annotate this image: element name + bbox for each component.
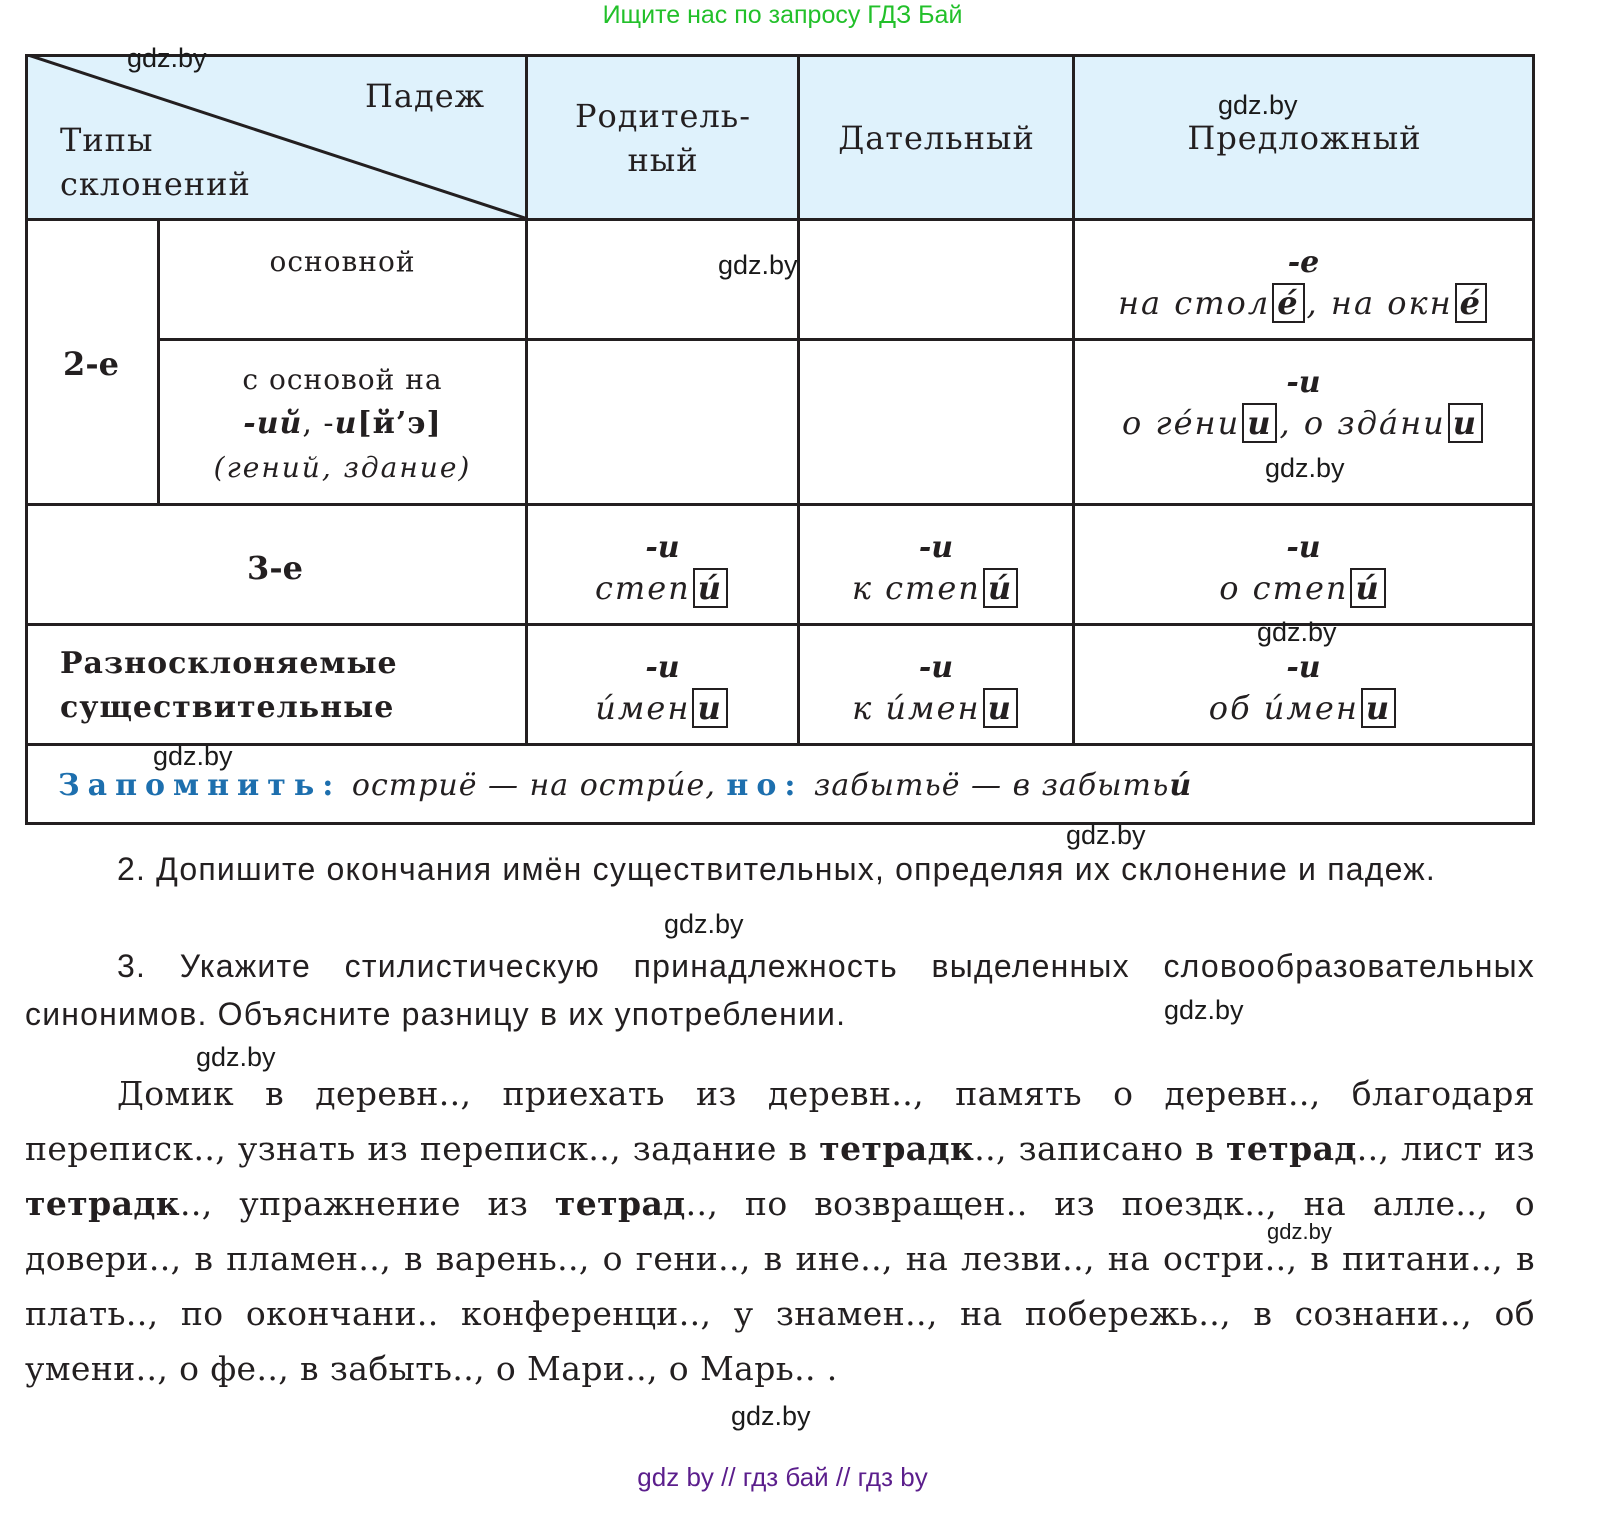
transcription: [й’э] [357,406,442,441]
task-2: 2. Допишите окончания имён существительных, определяя их склонение и падеж. [117,851,1436,887]
watermark: gdz.by [1066,820,1146,850]
example-word: степ [594,569,691,607]
highlighted-word: тетрад [1226,1129,1357,1168]
cell-third-prepositional [1075,529,1532,609]
cell-heteroclitic-genitive [528,649,797,729]
exercise-segment: .., записано в [974,1129,1226,1168]
header-prepositional: Предложный [1187,119,1422,157]
ending: -е [1287,245,1320,280]
exercise-segment: Домик в деревн.., приехать из деревн.., память о деревн.., благодаря переписк.., узнать из переписк.., задание в [25,1074,1535,1168]
highlighted-ending-box: и [692,688,727,728]
watermark: gdz.by [731,1401,811,1431]
highlighted-ending-box: е́ [1272,283,1304,323]
exercise-segment: .., упражнение из [179,1184,555,1223]
watermark: gdz.by [1218,90,1298,120]
cell-third-genitive [528,529,797,609]
but-label: но: [726,768,804,803]
remember-example-2: забытьё — в забыть [803,768,1170,803]
subrow-label-line2 [160,402,525,446]
row-label-line2: существительные [60,690,395,725]
example-word: об и́мен [1208,689,1359,727]
header-dative: Дательный [838,119,1035,157]
example-word: и́мен [595,689,691,727]
highlighted-ending-box: и [1361,688,1396,728]
cell-heteroclitic-prepositional [1075,649,1532,729]
example [800,567,1072,609]
watermark: gdz.by [196,1042,276,1072]
ending: -и [918,650,954,685]
declension-table [25,54,1535,825]
watermark: gdz.by [1164,995,1244,1025]
example [1075,567,1532,609]
subrow-label-iy-stem [160,358,525,490]
example [800,687,1072,729]
remember-example-2-ending: и́ [1169,768,1193,803]
header-types-label-2: склонений [60,165,251,203]
row-label-line1: Разносклоняемые [60,646,398,681]
highlighted-word: тетрадк [819,1129,975,1168]
remember-note [58,766,1192,806]
highlighted-ending-box: и́ [693,568,728,608]
row-label-third-declension: 3-е [247,549,303,587]
task-3: 3. Укажите стилистическую принадлежность выделенных словообразовательных синонимов. Объясните разницу в их употреблении. [25,948,1535,1032]
watermark: gdz.by [1267,1219,1332,1244]
subrow-label-line1: с основой на [242,363,443,396]
example-word: о степ [1219,569,1349,607]
subrow-label-basic: основной [269,245,416,278]
remember-example-1: остриё — на остри́е, [341,768,727,803]
search-banner: Ищите нас по запросу ГДЗ Бай [602,1,963,29]
exercise-segment: .., лист из [1356,1129,1536,1168]
remember-label: Запомнить: [58,768,342,803]
example [1075,402,1532,444]
example [1075,687,1532,729]
highlighted-ending-box: и [1242,403,1277,443]
cell-second-basic-prepositional [1075,244,1532,324]
ending: -и [1286,365,1321,400]
highlighted-ending-box: е́ [1455,283,1487,323]
cell-third-dative [800,529,1072,609]
header-genitive-line1: Родитель- [574,97,752,135]
header-types-label-1: Типы [60,121,154,159]
watermark: gdz.by [127,43,207,73]
ending-i: и [334,406,358,441]
watermark: gdz.by [153,741,233,771]
exercise-segment: .., по возвращен.. из поездк.., на алле.., о довери.., в пламен.., в варень.., о гени.., в ине.., на лезви.., на остри.., в питани.., в плать.., по окончани.. конференци.., у знамен.., на побережь.., в сознани.., об умени.., о фе.., в забыть.., о Мари.., о Марь.. . [25,1184,1535,1388]
header-case-label: Падеж [365,77,486,115]
footer-watermark: gdz by // гдз бай // гдз by [637,1462,928,1492]
separator: , - [302,406,335,441]
row-label-heteroclitic [60,642,520,730]
watermark: gdz.by [664,909,744,939]
ending-iy: -ий [243,406,303,441]
highlighted-ending-box: и́ [1350,568,1385,608]
ending: -и [1286,650,1321,685]
watermark: gdz.by [1257,617,1337,647]
header-genitive [527,94,799,182]
highlighted-ending-box: и [1448,403,1483,443]
example-word: , о зда́ни [1279,404,1446,442]
ending: -и [1286,530,1321,565]
cell-second-iy-prepositional [1075,364,1532,444]
example [528,567,797,609]
watermark: gdz.by [718,250,798,280]
cell-heteroclitic-dative [800,649,1072,729]
ending: -и [645,650,680,685]
row-label-second-declension: 2-е [63,345,119,383]
header-genitive-line2: ный [627,141,699,179]
example-word: на стол [1117,284,1271,322]
example-word: о ге́ни [1121,404,1241,442]
example-word: , на окн [1306,284,1453,322]
subrow-label-line3: (гений, здание) [213,451,472,484]
example-word: к и́мен [852,689,981,727]
ending: -и [645,530,680,565]
ending: -и [918,530,954,565]
watermark: gdz.by [1265,453,1345,483]
example [528,687,797,729]
highlighted-word: тетрад [554,1184,686,1223]
highlighted-ending-box: и [983,688,1018,728]
example [1075,282,1532,324]
highlighted-ending-box: и́ [983,568,1018,608]
highlighted-word: тетрадк [25,1184,180,1223]
example-word: к степ [851,569,981,607]
